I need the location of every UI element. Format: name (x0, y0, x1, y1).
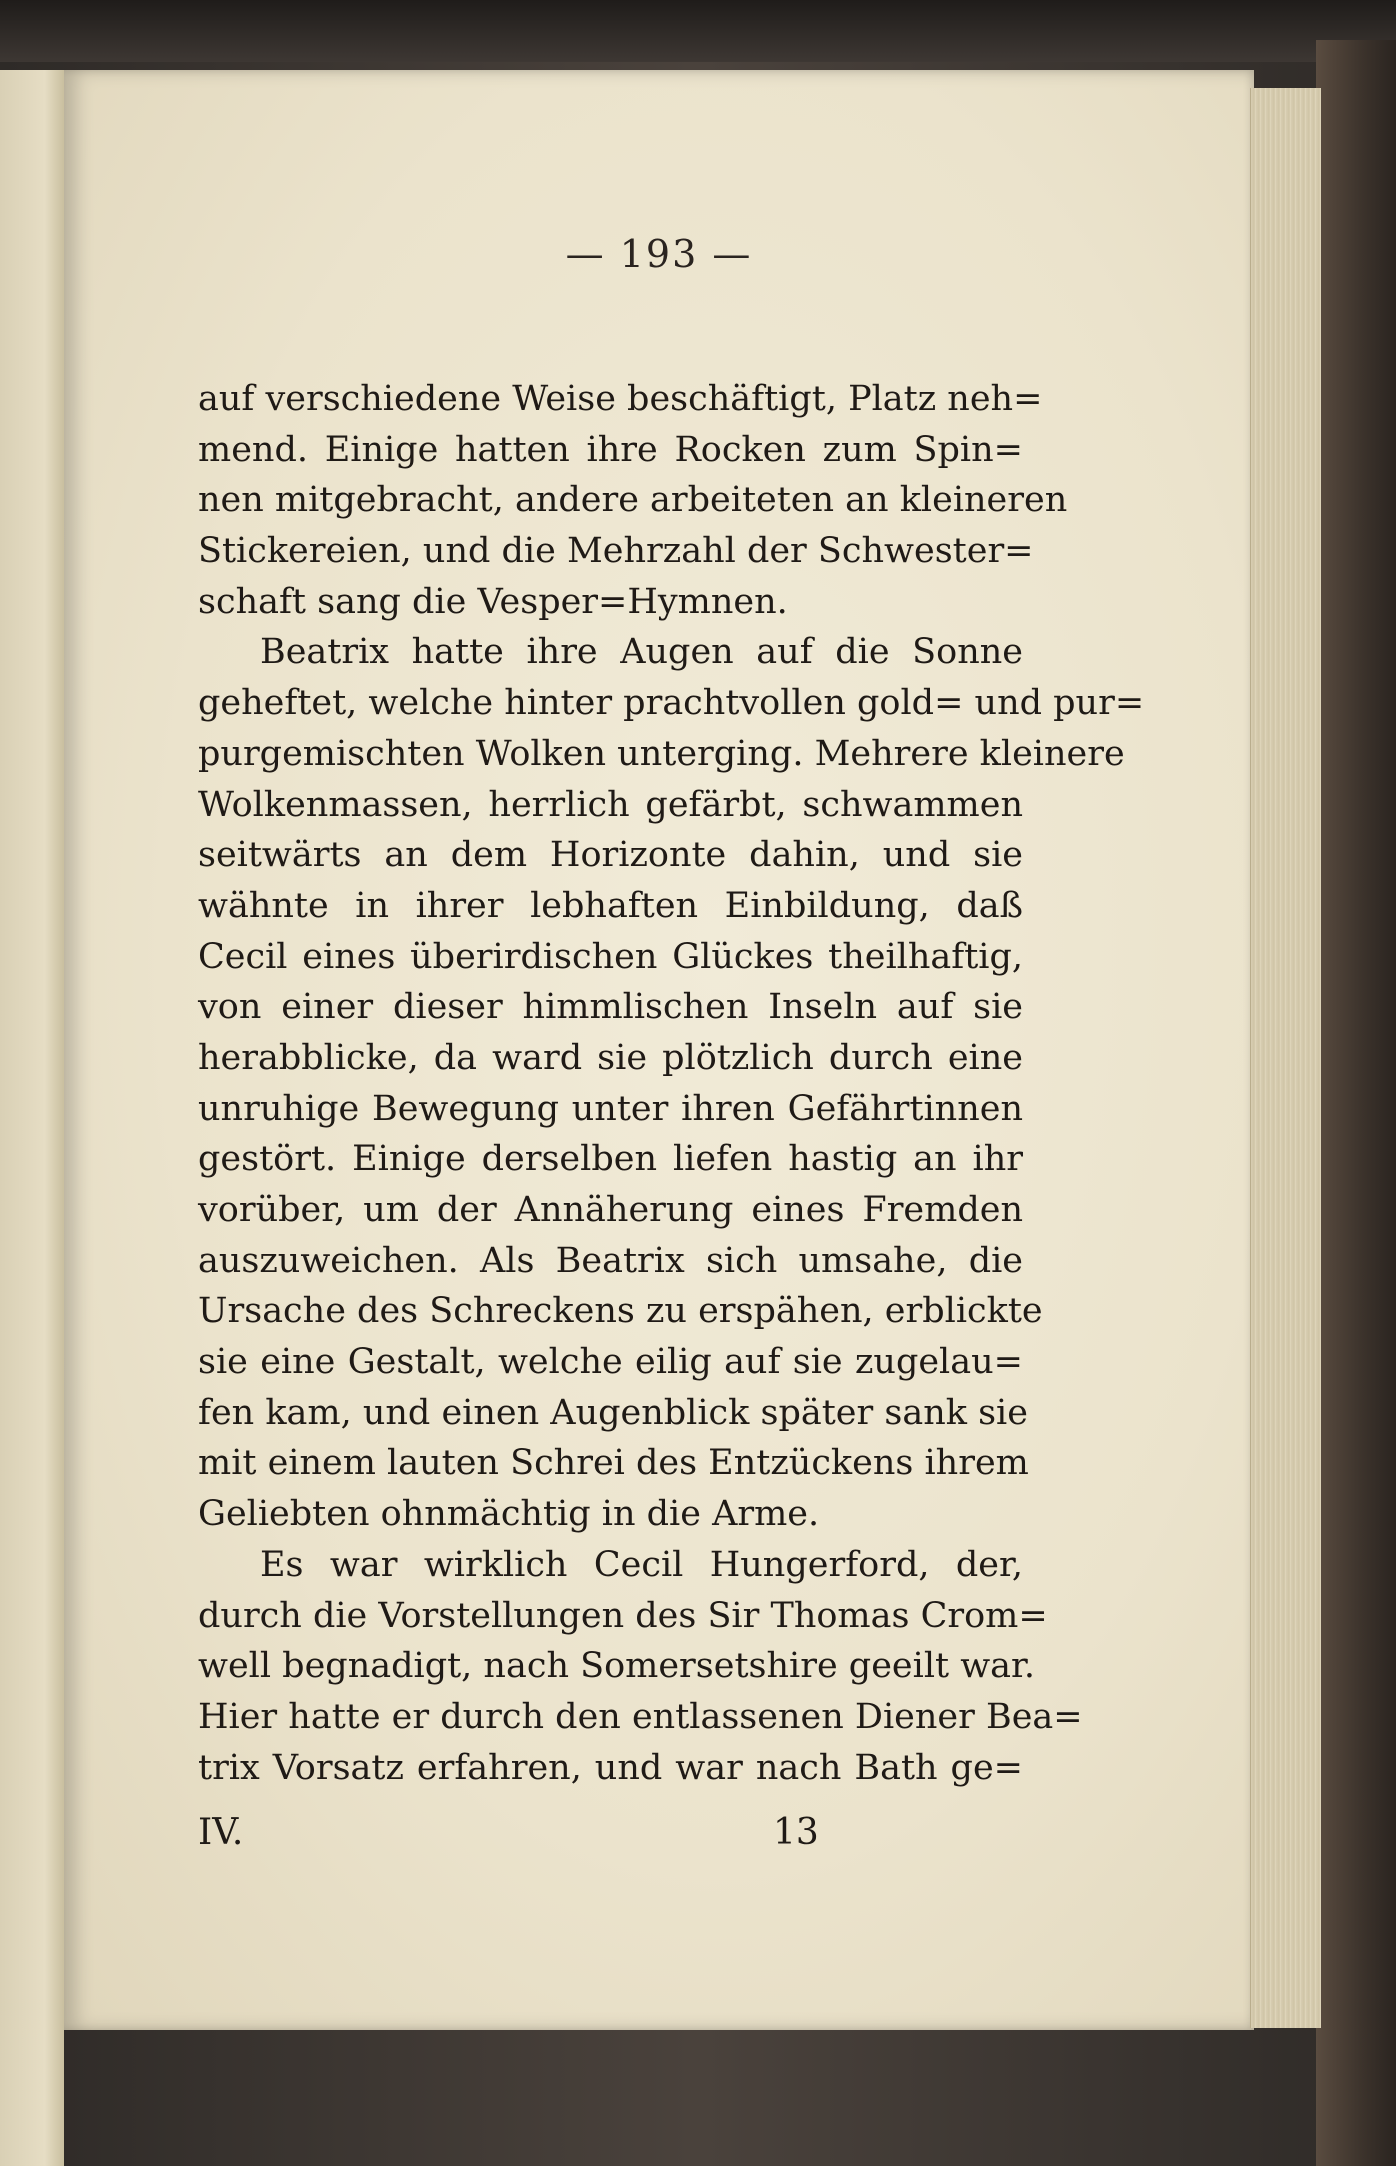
text-line: Ursache des Schreckens zu erspähen, erblickte (198, 1291, 1043, 1332)
text-line: trix Vorsatz erfahren, und war nach Bath ge= (198, 1747, 1023, 1788)
text-line: geheftet, welche hinter prachtvollen gold= und pur= (198, 683, 1145, 724)
text-line: von einer dieser himmlischen Inseln auf sie (198, 987, 1023, 1028)
signature-mark: 13 (773, 1812, 819, 1853)
text-line: mit einem lauten Schrei des Entzückens ihrem (198, 1443, 1029, 1484)
text-line: sie eine Gestalt, welche eilig auf sie zugelau= (198, 1342, 1023, 1383)
page-stack-edge (1250, 88, 1321, 2028)
page-header: — 193 — (565, 232, 753, 276)
text-line: purgemischten Wolken unterging. Mehrere kleinere (198, 733, 1125, 774)
page-footer (198, 1812, 1023, 1862)
text-line: vorüber, um der Annäherung eines Fremden (198, 1190, 1023, 1230)
body-text (198, 374, 1145, 1793)
text-line: unruhige Bewegung unter ihren Gefährtinnen (198, 1088, 1023, 1129)
text-line: well begnadigt, nach Somersetshire geeilt war. (198, 1646, 1036, 1687)
text-line: Cecil eines überirdischen Glückes theilhaftig, (198, 936, 1023, 977)
text-line: Beatrix hatte ihre Augen auf die Sonne (260, 632, 1023, 673)
text-line: herabblicke, da ward sie plötzlich durch eine (198, 1037, 1023, 1078)
text-line: gestört. Einige derselben liefen hastig an ihr (198, 1139, 1023, 1180)
text-line: mend. Einige hatten ihre Rocken zum Spin= (198, 429, 1023, 470)
text-line: wähnte in ihrer lebhaften Einbildung, daß (198, 885, 1023, 926)
facing-page-edge (0, 70, 64, 2166)
scan-background-top (0, 0, 1396, 62)
text-line: Geliebten ohnmächtig in die Arme. (198, 1494, 820, 1535)
text-line: auf verschiedene Weise beschäftigt, Platz neh= (198, 379, 1043, 419)
volume-mark: IV. (198, 1812, 244, 1853)
text-line: seitwärts an dem Horizonte dahin, und sie (198, 835, 1023, 876)
text-line: Stickereien, und die Mehrzahl der Schwester= (198, 531, 1034, 572)
text-line: auszuweichen. Als Beatrix sich umsahe, die (198, 1240, 1023, 1281)
book-cover-edge (1316, 40, 1396, 2166)
text-line: durch die Vorstellungen des Sir Thomas Crom= (198, 1595, 1048, 1636)
text-line: Hier hatte er durch den entlassenen Diener Bea= (198, 1696, 1083, 1737)
text-line: Es war wirklich Cecil Hungerford, der, (260, 1544, 1023, 1585)
text-line: Wolkenmassen, herrlich gefärbt, schwammen (198, 784, 1023, 825)
text-line: nen mitgebracht, andere arbeiteten an kleineren (198, 480, 1068, 521)
text-line: schaft sang die Vesper=Hymnen. (198, 581, 788, 622)
text-line: fen kam, und einen Augenblick später sank sie (198, 1392, 1028, 1433)
